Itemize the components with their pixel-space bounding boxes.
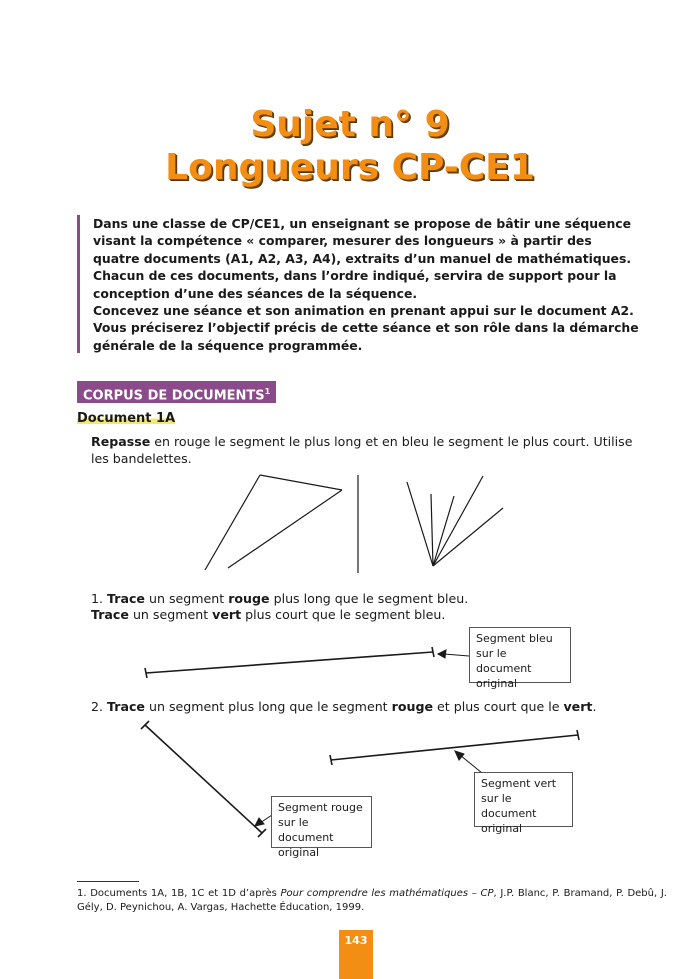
exercise-0-text: en rouge le segment le plus long et en bleu le segment le plus court. Utilise les bandelettes. bbox=[91, 434, 633, 466]
title-line-1: Sujet n° 9 bbox=[250, 104, 450, 145]
exercise-1b-verb: Trace bbox=[91, 607, 129, 622]
arrow-vert bbox=[460, 755, 482, 773]
fan-segment-3 bbox=[433, 496, 454, 566]
callout-segment-bleu: Segment bleu sur le document original bbox=[469, 627, 571, 683]
exercise-2-text-b: et plus court que le bbox=[433, 699, 564, 714]
footnote-post: , J.P. Blanc, P. Bramand, P. Debû, J. Gély, D. Peynichou, A. Vargas, Hachette Éducation, 1999. bbox=[77, 888, 667, 913]
segment-a bbox=[205, 475, 260, 570]
exercise-0-verb: Repasse bbox=[91, 434, 151, 449]
intro-paragraph-3: Concevez une séance et son animation en prenant appui sur le document A2. bbox=[93, 303, 634, 319]
segment-bleu bbox=[146, 652, 433, 673]
exercise-1-verb: Trace bbox=[107, 591, 145, 606]
exercise-1-text-a: un segment bbox=[144, 591, 229, 606]
fan-segment-4 bbox=[433, 476, 483, 566]
arrow-bleu bbox=[444, 654, 469, 656]
exercise-2-color-1: rouge bbox=[391, 699, 434, 714]
exercise-1-text-b: plus long que le segment bleu. bbox=[269, 591, 469, 606]
footnote bbox=[77, 887, 667, 915]
segment-vert-tick-left bbox=[330, 755, 332, 765]
exercise-2-number: 2. bbox=[91, 699, 108, 714]
corpus-heading-label: CORPUS DE DOCUMENTS bbox=[83, 388, 265, 404]
segment-bleu-tick-right bbox=[432, 647, 434, 657]
segments-group-1a bbox=[205, 475, 503, 573]
intro-paragraph-1: Dans une classe de CP/CE1, un enseignant se propose de bâtir une séquence visant la compétence « comparer, mesurer des longueurs » à partir des quatre documents (A1, A2, A3, A4), extraits d’un manuel de mathématiques. bbox=[93, 216, 632, 266]
title-line-2: Longueurs CP-CE1 bbox=[165, 147, 535, 188]
exercise-1b-color: vert bbox=[212, 607, 242, 622]
footnote-pre: 1. Documents 1A, 1B, 1C et 1D d’après bbox=[77, 888, 281, 899]
exercise-2-color-2: vert bbox=[563, 699, 593, 714]
exercise-1b-text-b: plus court que le segment bleu. bbox=[241, 607, 446, 622]
segment-rouge bbox=[145, 725, 262, 833]
intro-paragraph-2: Chacun de ces documents, dans l’ordre indiqué, servira de support pour la conception d’une des séances de la séquence. bbox=[93, 268, 617, 301]
exercise-2-text-a: un segment plus long que le segment bbox=[144, 699, 392, 714]
exercise-1-color: rouge bbox=[228, 591, 270, 606]
segment-vert-tick-right bbox=[577, 730, 579, 740]
footnote-book-title: Pour comprendre les mathématiques – CP bbox=[280, 888, 494, 899]
segment-bleu-tick-left bbox=[145, 668, 147, 678]
fan-segment-2 bbox=[431, 494, 433, 566]
segment-vert bbox=[331, 735, 578, 760]
exercise-2-verb: Trace bbox=[107, 699, 145, 714]
document-1a-label: Document 1A bbox=[77, 411, 176, 426]
segment-b bbox=[260, 475, 342, 490]
intro-paragraph-4: Vous préciserez l’objectif précis de cette séance et son rôle dans la démarche générale de la séquence programmée. bbox=[93, 320, 639, 353]
footnote-rule bbox=[77, 881, 139, 882]
arrow-bleu-head bbox=[438, 650, 446, 658]
arrow-vert-head bbox=[455, 751, 464, 760]
page-number: 143 bbox=[339, 930, 373, 979]
fan-segment-1 bbox=[407, 482, 433, 566]
callout-segment-rouge: Segment rouge sur le document original bbox=[271, 796, 372, 848]
callout-segment-vert: Segment vert sur le document original bbox=[474, 772, 573, 827]
exercise-1b-text-a: un segment bbox=[128, 607, 213, 622]
arrow-rouge-head bbox=[255, 818, 264, 826]
exercise-1-number: 1. bbox=[91, 591, 108, 606]
exercise-2-text-c: . bbox=[592, 699, 597, 714]
corpus-footnote-ref: 1 bbox=[264, 387, 271, 396]
fan-segment-5 bbox=[433, 508, 503, 566]
